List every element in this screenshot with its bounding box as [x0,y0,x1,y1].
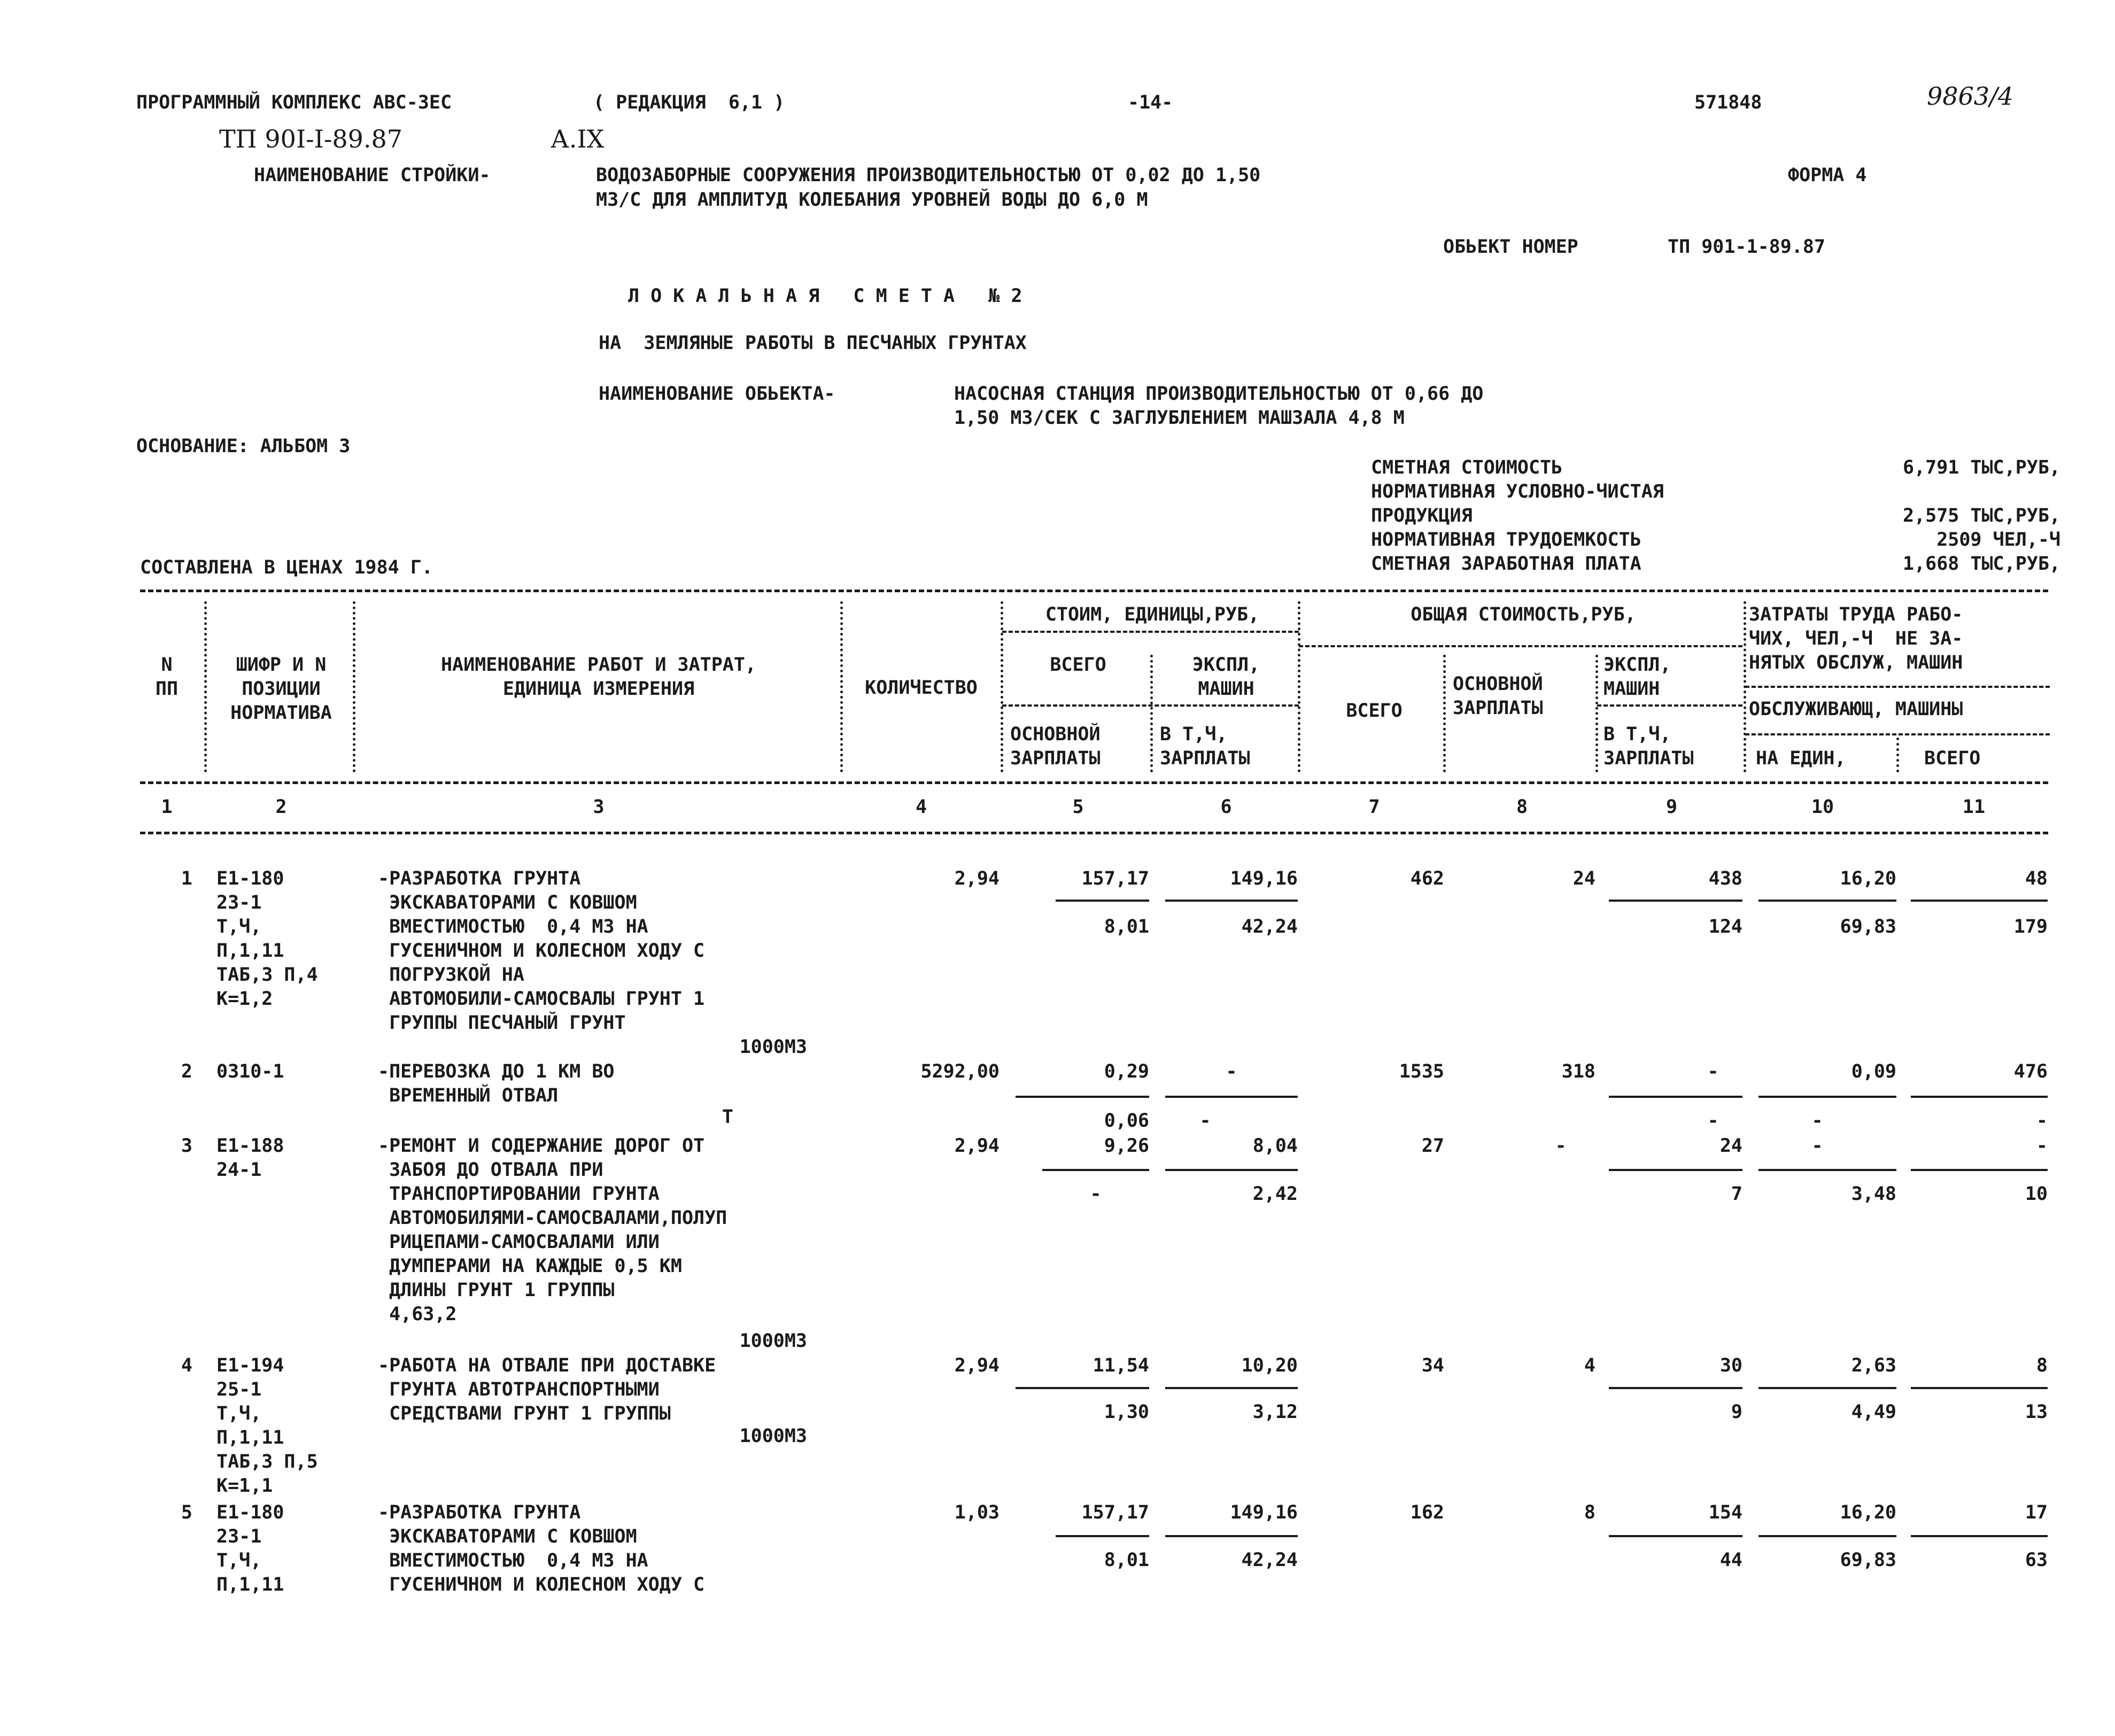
row-description: -РАБОТА НА ОТВАЛЕ ПРИ ДОСТАВКЕ ГРУНТА АВТОТРАНСПОРТНЫМИ СРЕДСТВАМИ ГРУНТ 1 ГРУППЫ [378,1355,716,1424]
row-labor-total-serv: 179 [2013,916,2048,937]
col-separator [353,601,355,772]
row-code: Е1-180 23-1 Т,Ч, П,1,11 ТАБ,3 П,4 К=1,2 [216,868,318,1010]
row-quantity: 2,94 [954,1135,1000,1157]
row-unit: Т [722,1106,733,1128]
doc-code: 571848 [1694,92,1762,113]
col-number: 3 [593,796,605,818]
row-labor-unit-serv: 69,83 [1840,1549,1896,1571]
header-rule [140,781,2048,784]
header-total-machines: ЭКСПЛ, МАШИН [1603,654,1671,700]
row-total-machines: 30 [1719,1355,1742,1376]
row-unit-machines: - [1226,1061,1237,1082]
object-number: ТП 901-1-89.87 [1668,236,1826,258]
row-unit-machines: 149,16 [1230,868,1298,889]
row-unit-machine-wage: 3,12 [1252,1401,1298,1423]
row-labor-total: 476 [2013,1061,2048,1082]
col-number: 10 [1811,796,1834,818]
row-unit-machine-wage: 42,24 [1241,1549,1298,1571]
header-total-machine-wage: В Т,Ч, ЗАРПЛАТЫ [1603,724,1694,769]
row-unit-machines: 8,04 [1252,1135,1298,1157]
header-labor-total: ВСЕГО [1924,748,1981,769]
cell-divider [1911,900,2048,902]
col-separator [1150,655,1153,772]
header-inner-rule [1745,733,2050,735]
cell-divider [1609,900,1742,902]
row-unit-total: 11,54 [1093,1355,1149,1376]
col-separator [204,601,207,772]
row-labor-total: 17 [2025,1502,2048,1523]
col-number: 7 [1368,796,1380,818]
summary-label: СМЕТНАЯ СТОИМОСТЬ [1371,457,1563,478]
row-labor-unit-serv: - [1811,1110,1823,1132]
prices-year: СОСТАВЛЕНА В ЦЕНАХ 1984 Г. [140,557,433,578]
cell-divider [1758,1169,1896,1171]
row-unit-machine-wage: 42,24 [1241,916,1298,937]
row-labor-total: 8 [2036,1355,2048,1376]
row-total-machine-wage: 44 [1719,1549,1742,1571]
row-total-machine-wage: 9 [1731,1401,1742,1423]
summary-value: 2,575 ТЫС,РУБ, [1902,505,2060,526]
cell-divider [1758,1096,1896,1098]
cell-divider [1056,1535,1149,1537]
cell-divider [1609,1169,1742,1171]
row-unit-machines: 10,20 [1241,1355,1298,1376]
header-unit-machine-wage: В Т,Ч, ЗАРПЛАТЫ [1160,724,1250,769]
row-quantity: 2,94 [954,1355,1000,1376]
cell-divider [1056,900,1149,902]
row-unit-wage: 8,01 [1104,916,1149,937]
row-code: 0310-1 [216,1061,284,1082]
cell-divider [1609,1535,1742,1537]
row-total-machines: 24 [1719,1135,1742,1157]
header-inner-rule [1745,686,2050,688]
row-unit-wage: 1,30 [1104,1401,1149,1423]
row-number: 2 [181,1061,192,1082]
row-number: 1 [181,868,192,889]
row-labor-total: - [2036,1135,2048,1157]
handwritten-code: 9863/4 [1927,82,2013,111]
summary-value: 2509 ЧЕЛ,-Ч [1936,529,2060,551]
summary-label: НОРМАТИВНАЯ УСЛОВНО-ЧИСТАЯ [1371,481,1664,502]
cell-divider [1165,1387,1298,1389]
row-unit-total: 157,17 [1081,868,1149,889]
col-separator [1001,601,1003,772]
summary-value: 1,668 ТЫС,РУБ, [1902,553,2060,575]
col-separator [1595,655,1598,772]
row-unit-wage: 0,06 [1104,1110,1149,1132]
summary-label: СМЕТНАЯ ЗАРАБОТНАЯ ПЛАТА [1371,553,1641,575]
form-label: ФОРМА 4 [1788,165,1867,186]
row-labor-unit: 0,09 [1851,1061,1896,1082]
header-total-cost: ОБЩАЯ СТОИМОСТЬ,РУБ, [1411,604,1636,625]
row-description: -ПЕРЕВОЗКА ДО 1 КМ ВО ВРЕМЕННЫЙ ОТВАЛ [378,1061,615,1106]
row-total-machine-wage: 7 [1731,1183,1742,1205]
row-unit-machines: 149,16 [1230,1502,1298,1523]
col-number: 6 [1220,796,1232,818]
row-unit: 1000М3 [739,1330,807,1352]
page-subtitle: НА ЗЕМЛЯНЫЕ РАБОТЫ В ПЕСЧАНЫХ ГРУНТАХ [599,332,1027,354]
basis: ОСНОВАНИЕ: АЛЬБОМ 3 [136,436,351,457]
page-number: -14- [1128,92,1173,113]
header-inner-rule [1597,704,1742,707]
header-total-wage: ОСНОВНОЙ ЗАРПЛАТЫ [1453,673,1543,719]
row-quantity: 1,03 [954,1502,1000,1523]
row-total-all: 34 [1421,1355,1444,1376]
header-inner-rule [1002,704,1299,707]
header-unit-cost: СТОИМ, ЕДИНИЦЫ,РУБ, [1045,604,1260,625]
row-total-wage: 318 [1561,1061,1595,1082]
header-unit-wage: ОСНОВНОЙ ЗАРПЛАТЫ [1010,724,1101,769]
program-line: ПРОГРАММНЫЙ КОМПЛЕКС АВС-3ЕС [136,92,452,113]
table-top-rule [140,590,2048,592]
row-total-wage: 4 [1584,1355,1595,1376]
col-separator [1298,601,1300,772]
cell-divider [1165,1169,1298,1171]
cell-divider [1758,1387,1896,1389]
header-labor-serv: ОБСЛУЖИВАЮЩ, МАШИНЫ [1749,699,1963,720]
cell-divider [1609,1387,1742,1389]
header-labor-unit: НА ЕДИН, [1756,748,1846,769]
row-number: 3 [181,1135,192,1157]
header-col-2: ШИФР И N ПОЗИЦИИ НОРМАТИВА [230,654,332,724]
row-total-wage: 24 [1572,868,1595,889]
row-unit-wage: 8,01 [1104,1549,1149,1571]
header-unit-machines: ЭКСПЛ, МАШИН [1192,654,1260,700]
summary-block [1371,456,2060,576]
cell-divider [1165,1096,1298,1098]
header-col-1: N ПП [155,654,179,700]
row-total-machine-wage: - [1707,1110,1719,1132]
row-total-all: 462 [1410,868,1444,889]
construction-label: НАИМЕНОВАНИЕ СТРОЙКИ- [254,165,491,186]
edition: ( РЕДАКЦИЯ 6,1 ) [593,92,785,113]
row-labor-unit: 16,20 [1840,1502,1896,1523]
row-quantity: 5292,00 [920,1061,1000,1082]
header-bottom-rule [140,832,2048,834]
cell-divider [1911,1535,2048,1537]
row-labor-unit-serv: 3,48 [1851,1183,1896,1205]
col-number: 11 [1962,796,1986,818]
page-title: Л О К А Л Ь Н А Я С М Е Т А № 2 [628,285,1022,307]
row-labor-unit: 16,20 [1840,868,1896,889]
album: А.IX [551,125,605,153]
cell-divider [1911,1096,2048,1098]
header-unit-total: ВСЕГО [1050,654,1106,676]
col-number: 8 [1516,796,1528,818]
object-label: ОБЬЕКТ НОМЕР [1443,236,1578,258]
col-number: 1 [161,796,173,818]
summary-value: 6,791 ТЫС,РУБ, [1902,457,2060,478]
col-number: 5 [1072,796,1084,818]
row-total-all: 27 [1421,1135,1444,1157]
row-number: 5 [181,1502,192,1523]
col-number: 2 [275,796,287,818]
row-labor-total-serv: 10 [2025,1183,2048,1205]
row-unit-total: 0,29 [1104,1061,1149,1082]
row-total-wage: - [1555,1135,1567,1157]
cell-divider [1911,1169,2048,1171]
row-total-wage: 8 [1584,1502,1595,1523]
row-total-all: 162 [1410,1502,1444,1523]
summary-label: ПРОДУКЦИЯ [1371,505,1473,526]
row-labor-total-serv: 63 [2025,1549,2048,1571]
row-description: -РЕМОНТ И СОДЕРЖАНИЕ ДОРОГ ОТ ЗАБОЯ ДО ОТВАЛА ПРИ ТРАНСПОРТИРОВАНИИ ГРУНТА АВТОМОБИЛЯМИ-САМОСВАЛАМИ,ПОЛУП РИЦЕПАМИ-САМОСВАЛАМИ ИЛИ ДУМПЕРАМИ НА КАЖДЫЕ 0,5 КМ ДЛИНЫ ГРУНТ 1 ГРУППЫ 4,63,2 [378,1135,727,1325]
row-labor-total-serv: - [2036,1110,2048,1132]
header-inner-rule [1002,631,1299,633]
row-unit-total: 157,17 [1081,1502,1149,1523]
row-total-machine-wage: 124 [1708,916,1742,937]
row-code: Е1-180 23-1 Т,Ч, П,1,11 [216,1502,284,1595]
row-unit-machine-wage: 2,42 [1252,1183,1298,1205]
row-labor-unit: - [1811,1135,1823,1157]
row-unit-machine-wage: - [1199,1110,1211,1132]
row-total-all: 1535 [1399,1061,1444,1082]
col-separator [1896,738,1899,772]
cell-divider [1165,1535,1298,1537]
cell-divider [1165,900,1298,902]
object-name-line-1: НАСОСНАЯ СТАНЦИЯ ПРОИЗВОДИТЕЛЬНОСТЬЮ ОТ 0,66 ДО [954,383,1484,405]
row-labor-unit: 2,63 [1851,1355,1896,1376]
cell-divider [1758,1535,1896,1537]
row-total-machines: - [1707,1061,1719,1082]
header-labor: ЗАТРАТЫ ТРУДА РАБО- ЧИХ, ЧЕЛ,-Ч НЕ ЗА- НЯТЫХ ОБСЛУЖ, МАШИН [1749,604,1963,673]
row-description: -РАЗРАБОТКА ГРУНТА ЭКСКАВАТОРАМИ С КОВШОМ ВМЕСТИМОСТЬЮ 0,4 М3 НА ГУСЕНИЧНОМ И КОЛЕСНОМ ХОДУ С ПОГРУЗКОЙ НА АВТОМОБИЛИ-САМОСВАЛЫ ГРУНТ 1 ГРУППЫ ПЕСЧАНЫЙ ГРУНТ [378,868,705,1034]
cell-divider [1016,1387,1149,1389]
row-code: Е1-194 25-1 Т,Ч, П,1,11 ТАБ,3 П,5 К=1,1 [216,1355,318,1497]
row-total-machines: 154 [1708,1502,1742,1523]
row-unit: 1000М3 [739,1425,807,1447]
row-unit-wage: - [1090,1183,1102,1205]
summary-label: НОРМАТИВНАЯ ТРУДОЕМКОСТЬ [1371,529,1641,551]
cell-divider [1042,1169,1149,1171]
header-col-4: КОЛИЧЕСТВО [865,677,978,699]
construction-line-2: М3/С ДЛЯ АМПЛИТУД КОЛЕБАНИЯ УРОВНЕЙ ВОДЫ ДО 6,0 М [596,189,1148,211]
row-unit: 1000М3 [739,1036,807,1058]
cell-divider [1911,1387,2048,1389]
row-quantity: 2,94 [954,868,1000,889]
cell-divider [1609,1096,1742,1098]
construction-line-1: ВОДОЗАБОРНЫЕ СООРУЖЕНИЯ ПРОИЗВОДИТЕЛЬНОСТЬЮ ОТ 0,02 ДО 1,50 [596,165,1261,186]
tp-number: ТП 90I-I-89.87 [219,125,403,153]
cell-divider [1758,900,1896,902]
row-labor-unit-serv: 69,83 [1840,916,1896,937]
col-number: 4 [915,796,927,818]
row-unit-total: 9,26 [1104,1135,1149,1157]
header-inner-rule [1299,645,1742,647]
row-code: Е1-188 24-1 [216,1135,284,1181]
row-total-machines: 438 [1708,868,1742,889]
row-labor-total: 48 [2025,868,2048,889]
row-labor-unit-serv: 4,49 [1851,1401,1896,1423]
header-total-all: ВСЕГО [1346,700,1403,722]
object-name-label: НАИМЕНОВАНИЕ ОБЬЕКТА- [599,383,835,405]
row-number: 4 [181,1355,192,1376]
cell-divider [1016,1096,1149,1098]
object-name-line-2: 1,50 М3/СЕК С ЗАГЛУБЛЕНИЕМ МАШЗАЛА 4,8 М [954,407,1405,429]
row-labor-total-serv: 13 [2025,1401,2048,1423]
row-description: -РАЗРАБОТКА ГРУНТА ЭКСКАВАТОРАМИ С КОВШОМ ВМЕСТИМОСТЬЮ 0,4 М3 НА ГУСЕНИЧНОМ И КОЛЕСНОМ ХОДУ С [378,1502,705,1595]
header-col-3: НАИМЕНОВАНИЕ РАБОТ И ЗАТРАТ, ЕДИНИЦА ИЗМЕРЕНИЯ [440,654,756,700]
col-number: 9 [1665,796,1678,818]
